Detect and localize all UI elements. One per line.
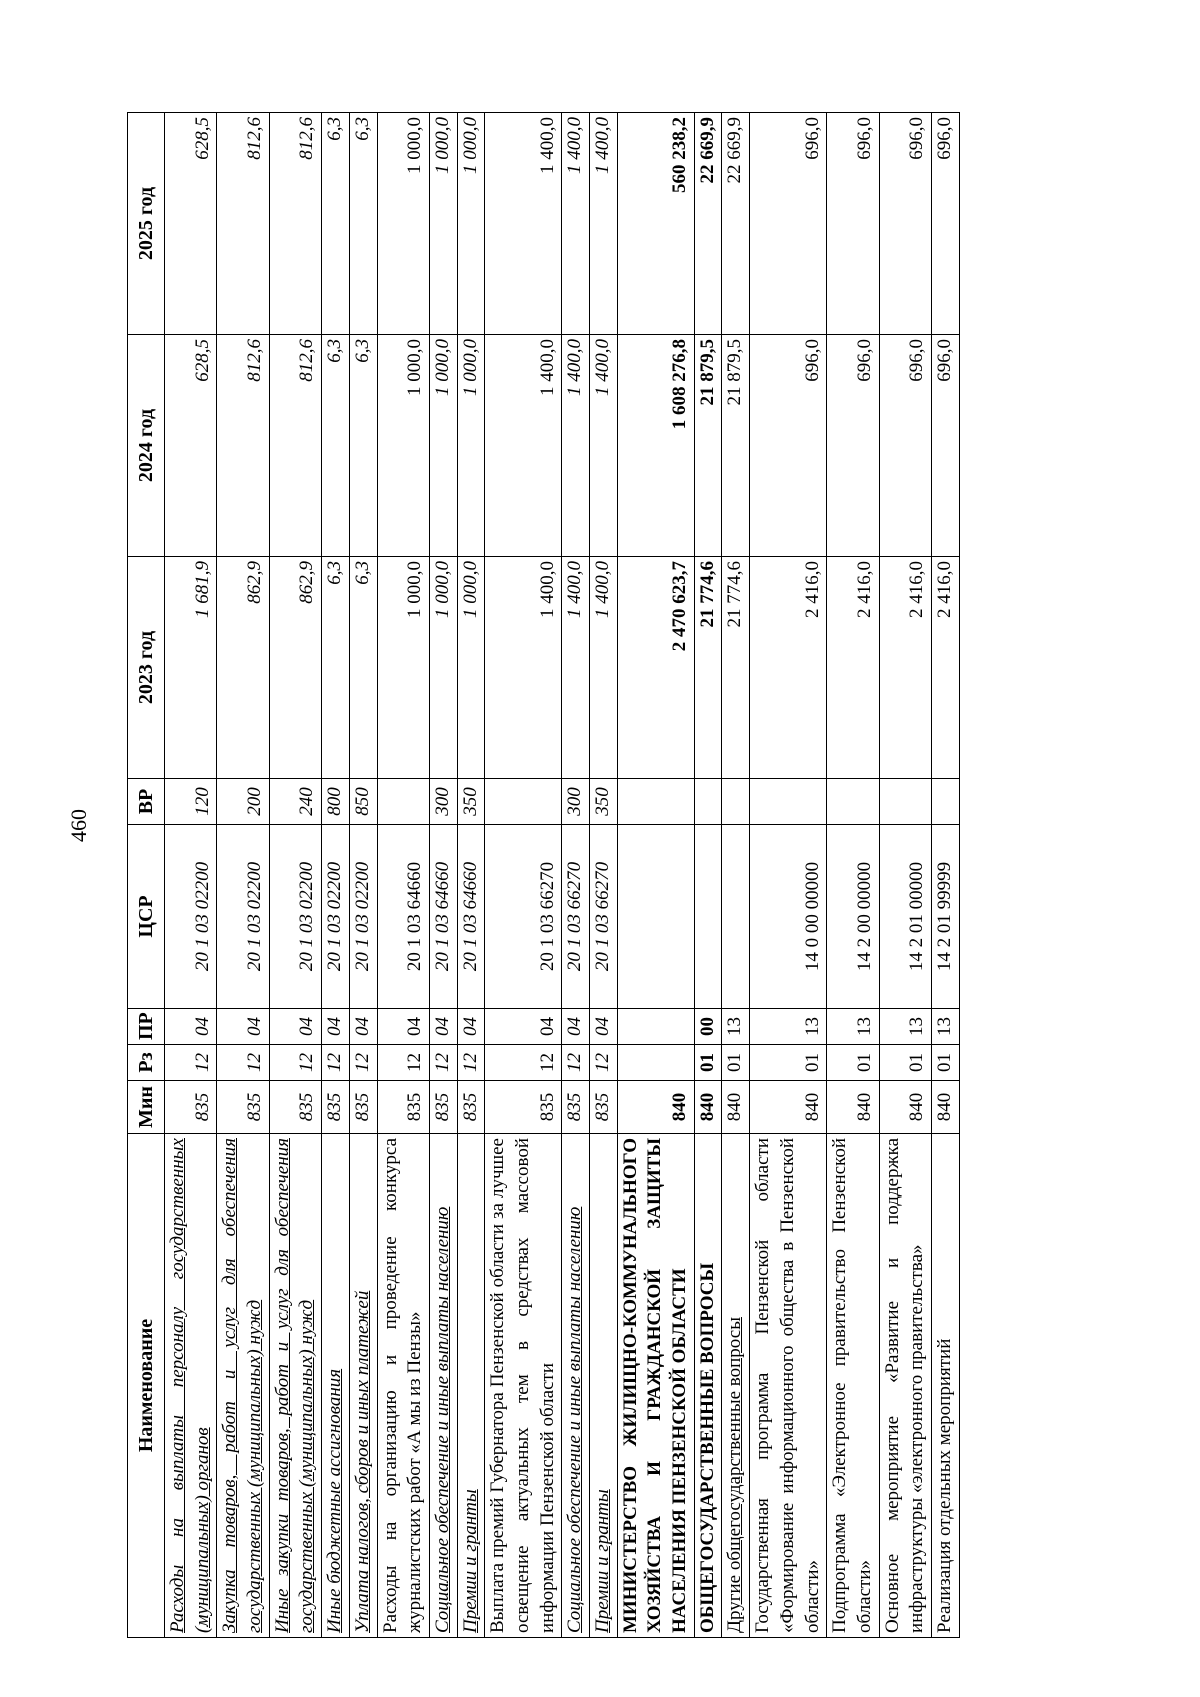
cell-pr: 04 [590, 1009, 618, 1045]
cell-pr: 04 [562, 1009, 590, 1045]
cell-2023: 6,3 [349, 557, 377, 779]
cell-rz: 12 [429, 1045, 457, 1081]
cell-rz: 12 [590, 1045, 618, 1081]
cell-min: 840 [617, 1081, 694, 1134]
cell-csr [722, 825, 750, 1009]
cell-2024: 628,5 [165, 335, 217, 557]
table-row [590, 113, 618, 1638]
cell-pr [617, 1009, 694, 1045]
cell-vr [750, 779, 827, 825]
table-row [429, 113, 457, 1638]
cell-pr: 04 [429, 1009, 457, 1045]
table-row [217, 113, 269, 1638]
cell-vr [377, 779, 429, 825]
cell-2024: 812,6 [269, 335, 321, 557]
cell-2025: 1 000,0 [377, 113, 429, 335]
cell-vr: 350 [457, 779, 485, 825]
cell-name: Другие общегосударственные вопросы [722, 1134, 750, 1638]
cell-2025: 812,6 [217, 113, 269, 335]
table-row [617, 113, 694, 1638]
cell-2024: 1 608 276,8 [617, 335, 694, 557]
table-row [722, 113, 750, 1638]
col-header-csr: ЦСР [128, 825, 165, 1009]
cell-pr: 04 [485, 1009, 562, 1045]
cell-pr: 04 [165, 1009, 217, 1045]
cell-csr: 20 1 03 02200 [269, 825, 321, 1009]
cell-name: Социальное обеспечение и иные выплаты населению [429, 1134, 457, 1638]
cell-pr: 04 [377, 1009, 429, 1045]
cell-2023: 21 774,6 [722, 557, 750, 779]
cell-csr: 14 2 01 00000 [879, 825, 931, 1009]
cell-2024: 1 000,0 [429, 335, 457, 557]
cell-2023: 21 774,6 [694, 557, 722, 779]
col-header-2023: 2023 год [128, 557, 165, 779]
cell-2025: 6,3 [322, 113, 350, 335]
cell-name: Государственная программа Пензенской области «Формирование информационного общества в Пензенской области» [750, 1134, 827, 1638]
cell-min: 835 [349, 1081, 377, 1134]
table-row [349, 113, 377, 1638]
cell-rz [617, 1045, 694, 1081]
cell-pr: 04 [322, 1009, 350, 1045]
cell-2023: 1 000,0 [457, 557, 485, 779]
table-row [165, 113, 217, 1638]
cell-2024: 21 879,5 [694, 335, 722, 557]
cell-min: 835 [269, 1081, 321, 1134]
table-row [931, 113, 959, 1638]
cell-name: Уплата налогов, сборов и иных платежей [349, 1134, 377, 1638]
cell-vr: 240 [269, 779, 321, 825]
cell-csr: 20 1 03 02200 [165, 825, 217, 1009]
cell-min: 840 [931, 1081, 959, 1134]
cell-min: 840 [694, 1081, 722, 1134]
cell-name: Иные закупки товаров, работ и услуг для обеспечения государственных (муниципальных) нужд [269, 1134, 321, 1638]
cell-vr: 200 [217, 779, 269, 825]
table-row [269, 113, 321, 1638]
cell-pr: 04 [349, 1009, 377, 1045]
cell-2024: 696,0 [750, 335, 827, 557]
cell-min: 835 [322, 1081, 350, 1134]
cell-2025: 812,6 [269, 113, 321, 335]
cell-name: Иные бюджетные ассигнования [322, 1134, 350, 1638]
cell-vr [827, 779, 879, 825]
cell-2025: 1 400,0 [590, 113, 618, 335]
cell-2025: 6,3 [349, 113, 377, 335]
cell-rz: 12 [349, 1045, 377, 1081]
cell-min: 835 [429, 1081, 457, 1134]
cell-csr: 14 0 00 00000 [750, 825, 827, 1009]
cell-rz: 01 [931, 1045, 959, 1081]
cell-name: Расходы на организацию и проведение конкурса журналистских работ «А мы из Пензы» [377, 1134, 429, 1638]
cell-vr [617, 779, 694, 825]
cell-2023: 2 416,0 [750, 557, 827, 779]
cell-2023: 2 470 623,7 [617, 557, 694, 779]
table-row [485, 113, 562, 1638]
cell-2025: 696,0 [879, 113, 931, 335]
cell-min: 835 [457, 1081, 485, 1134]
cell-rz: 01 [879, 1045, 931, 1081]
col-header-rz: Рз [128, 1045, 165, 1081]
cell-2023: 2 416,0 [827, 557, 879, 779]
cell-2025: 1 000,0 [457, 113, 485, 335]
cell-min: 835 [377, 1081, 429, 1134]
cell-csr: 20 1 03 66270 [590, 825, 618, 1009]
cell-pr: 04 [457, 1009, 485, 1045]
cell-2025: 1 400,0 [485, 113, 562, 335]
cell-2024: 6,3 [349, 335, 377, 557]
cell-name: Реализация отдельных мероприятий [931, 1134, 959, 1638]
page-number: 460 [66, 809, 91, 842]
cell-csr [694, 825, 722, 1009]
cell-name: Закупка товаров, работ и услуг для обеспечения государственных (муниципальных) нужд [217, 1134, 269, 1638]
cell-csr: 20 1 03 02200 [349, 825, 377, 1009]
cell-pr: 13 [722, 1009, 750, 1045]
table-row [879, 113, 931, 1638]
cell-csr: 20 1 03 66270 [562, 825, 590, 1009]
cell-2025: 1 000,0 [429, 113, 457, 335]
cell-csr: 20 1 03 64660 [429, 825, 457, 1009]
cell-name: МИНИСТЕРСТВО ЖИЛИЩНО-КОММУНАЛЬНОГО ХОЗЯЙСТВА И ГРАЖДАНСКОЙ ЗАЩИТЫ НАСЕЛЕНИЯ ПЕНЗЕНСКОЙ ОБЛАСТИ [617, 1134, 694, 1638]
rotated-page-content [127, 113, 1067, 1638]
table-header-row [128, 113, 165, 1638]
cell-2023: 1 400,0 [562, 557, 590, 779]
cell-min: 835 [165, 1081, 217, 1134]
table-row [322, 113, 350, 1638]
cell-2025: 22 669,9 [694, 113, 722, 335]
col-header-min: Мин [128, 1081, 165, 1134]
cell-2023: 1 000,0 [429, 557, 457, 779]
cell-csr: 20 1 03 64660 [457, 825, 485, 1009]
cell-rz: 12 [457, 1045, 485, 1081]
cell-rz: 12 [322, 1045, 350, 1081]
cell-name: Выплата премий Губернатора Пензенской области за лучшее освещение актуальных тем в средствах массовой информации Пензенской области [485, 1134, 562, 1638]
cell-csr: 20 1 03 64660 [377, 825, 429, 1009]
cell-vr [485, 779, 562, 825]
cell-2023: 1 000,0 [377, 557, 429, 779]
cell-rz: 12 [377, 1045, 429, 1081]
cell-2023: 1 400,0 [590, 557, 618, 779]
col-header-vr: ВР [128, 779, 165, 825]
cell-min: 835 [217, 1081, 269, 1134]
cell-min: 835 [590, 1081, 618, 1134]
cell-2025: 560 238,2 [617, 113, 694, 335]
cell-2023: 2 416,0 [931, 557, 959, 779]
cell-name: Премии и гранты [590, 1134, 618, 1638]
cell-2024: 1 400,0 [485, 335, 562, 557]
col-header-2025: 2025 год [128, 113, 165, 335]
cell-csr: 20 1 03 02200 [322, 825, 350, 1009]
cell-name: Социальное обеспечение и иные выплаты населению [562, 1134, 590, 1638]
budget-table [127, 112, 960, 1638]
table-row [562, 113, 590, 1638]
cell-vr [879, 779, 931, 825]
table-row [827, 113, 879, 1638]
cell-min: 840 [722, 1081, 750, 1134]
cell-2024: 21 879,5 [722, 335, 750, 557]
cell-pr: 13 [931, 1009, 959, 1045]
cell-2025: 22 669,9 [722, 113, 750, 335]
cell-2023: 862,9 [217, 557, 269, 779]
table-row [694, 113, 722, 1638]
col-header-pr: ПР [128, 1009, 165, 1045]
cell-pr: 13 [879, 1009, 931, 1045]
cell-vr: 850 [349, 779, 377, 825]
cell-rz: 12 [217, 1045, 269, 1081]
cell-rz: 01 [722, 1045, 750, 1081]
cell-2024: 1 000,0 [457, 335, 485, 557]
cell-2025: 628,5 [165, 113, 217, 335]
cell-rz: 01 [750, 1045, 827, 1081]
cell-pr: 04 [217, 1009, 269, 1045]
cell-2023: 862,9 [269, 557, 321, 779]
cell-pr: 00 [694, 1009, 722, 1045]
cell-csr: 20 1 03 02200 [217, 825, 269, 1009]
cell-min: 840 [827, 1081, 879, 1134]
cell-rz: 12 [562, 1045, 590, 1081]
cell-2025: 696,0 [750, 113, 827, 335]
cell-min: 840 [879, 1081, 931, 1134]
cell-2024: 1 400,0 [590, 335, 618, 557]
cell-vr: 300 [429, 779, 457, 825]
cell-2024: 6,3 [322, 335, 350, 557]
cell-2025: 1 400,0 [562, 113, 590, 335]
table-row [750, 113, 827, 1638]
cell-min: 840 [750, 1081, 827, 1134]
cell-2024: 696,0 [931, 335, 959, 557]
cell-name: Премии и гранты [457, 1134, 485, 1638]
cell-2025: 696,0 [931, 113, 959, 335]
cell-min: 835 [485, 1081, 562, 1134]
cell-min: 835 [562, 1081, 590, 1134]
cell-vr [931, 779, 959, 825]
cell-2024: 696,0 [827, 335, 879, 557]
cell-pr: 13 [750, 1009, 827, 1045]
cell-vr: 800 [322, 779, 350, 825]
cell-name: Подпрограмма «Электронное правительство Пензенской области» [827, 1134, 879, 1638]
cell-name: Расходы на выплаты персоналу государственных (муниципальных) органов [165, 1134, 217, 1638]
cell-2025: 696,0 [827, 113, 879, 335]
cell-2023: 2 416,0 [879, 557, 931, 779]
cell-rz: 12 [165, 1045, 217, 1081]
cell-vr [694, 779, 722, 825]
cell-csr [617, 825, 694, 1009]
cell-2023: 1 400,0 [485, 557, 562, 779]
cell-pr: 04 [269, 1009, 321, 1045]
col-header-name: Наименование [128, 1134, 165, 1638]
cell-2024: 1 400,0 [562, 335, 590, 557]
cell-2024: 812,6 [217, 335, 269, 557]
cell-2023: 6,3 [322, 557, 350, 779]
cell-vr: 120 [165, 779, 217, 825]
cell-rz: 01 [694, 1045, 722, 1081]
table-body [165, 113, 960, 1638]
cell-csr: 14 2 01 99999 [931, 825, 959, 1009]
table-row [377, 113, 429, 1638]
cell-csr: 20 1 03 66270 [485, 825, 562, 1009]
cell-rz: 01 [827, 1045, 879, 1081]
cell-rz: 12 [485, 1045, 562, 1081]
cell-csr: 14 2 00 00000 [827, 825, 879, 1009]
cell-2024: 1 000,0 [377, 335, 429, 557]
table-row [457, 113, 485, 1638]
col-header-2024: 2024 год [128, 335, 165, 557]
cell-name: Основное мероприятие «Развитие и поддержка инфраструктуры «электронного правительства» [879, 1134, 931, 1638]
cell-name: ОБЩЕГОСУДАРСТВЕННЫЕ ВОПРОСЫ [694, 1134, 722, 1638]
cell-2023: 1 681,9 [165, 557, 217, 779]
cell-vr: 300 [562, 779, 590, 825]
cell-2024: 696,0 [879, 335, 931, 557]
cell-vr [722, 779, 750, 825]
cell-pr: 13 [827, 1009, 879, 1045]
cell-vr: 350 [590, 779, 618, 825]
cell-rz: 12 [269, 1045, 321, 1081]
